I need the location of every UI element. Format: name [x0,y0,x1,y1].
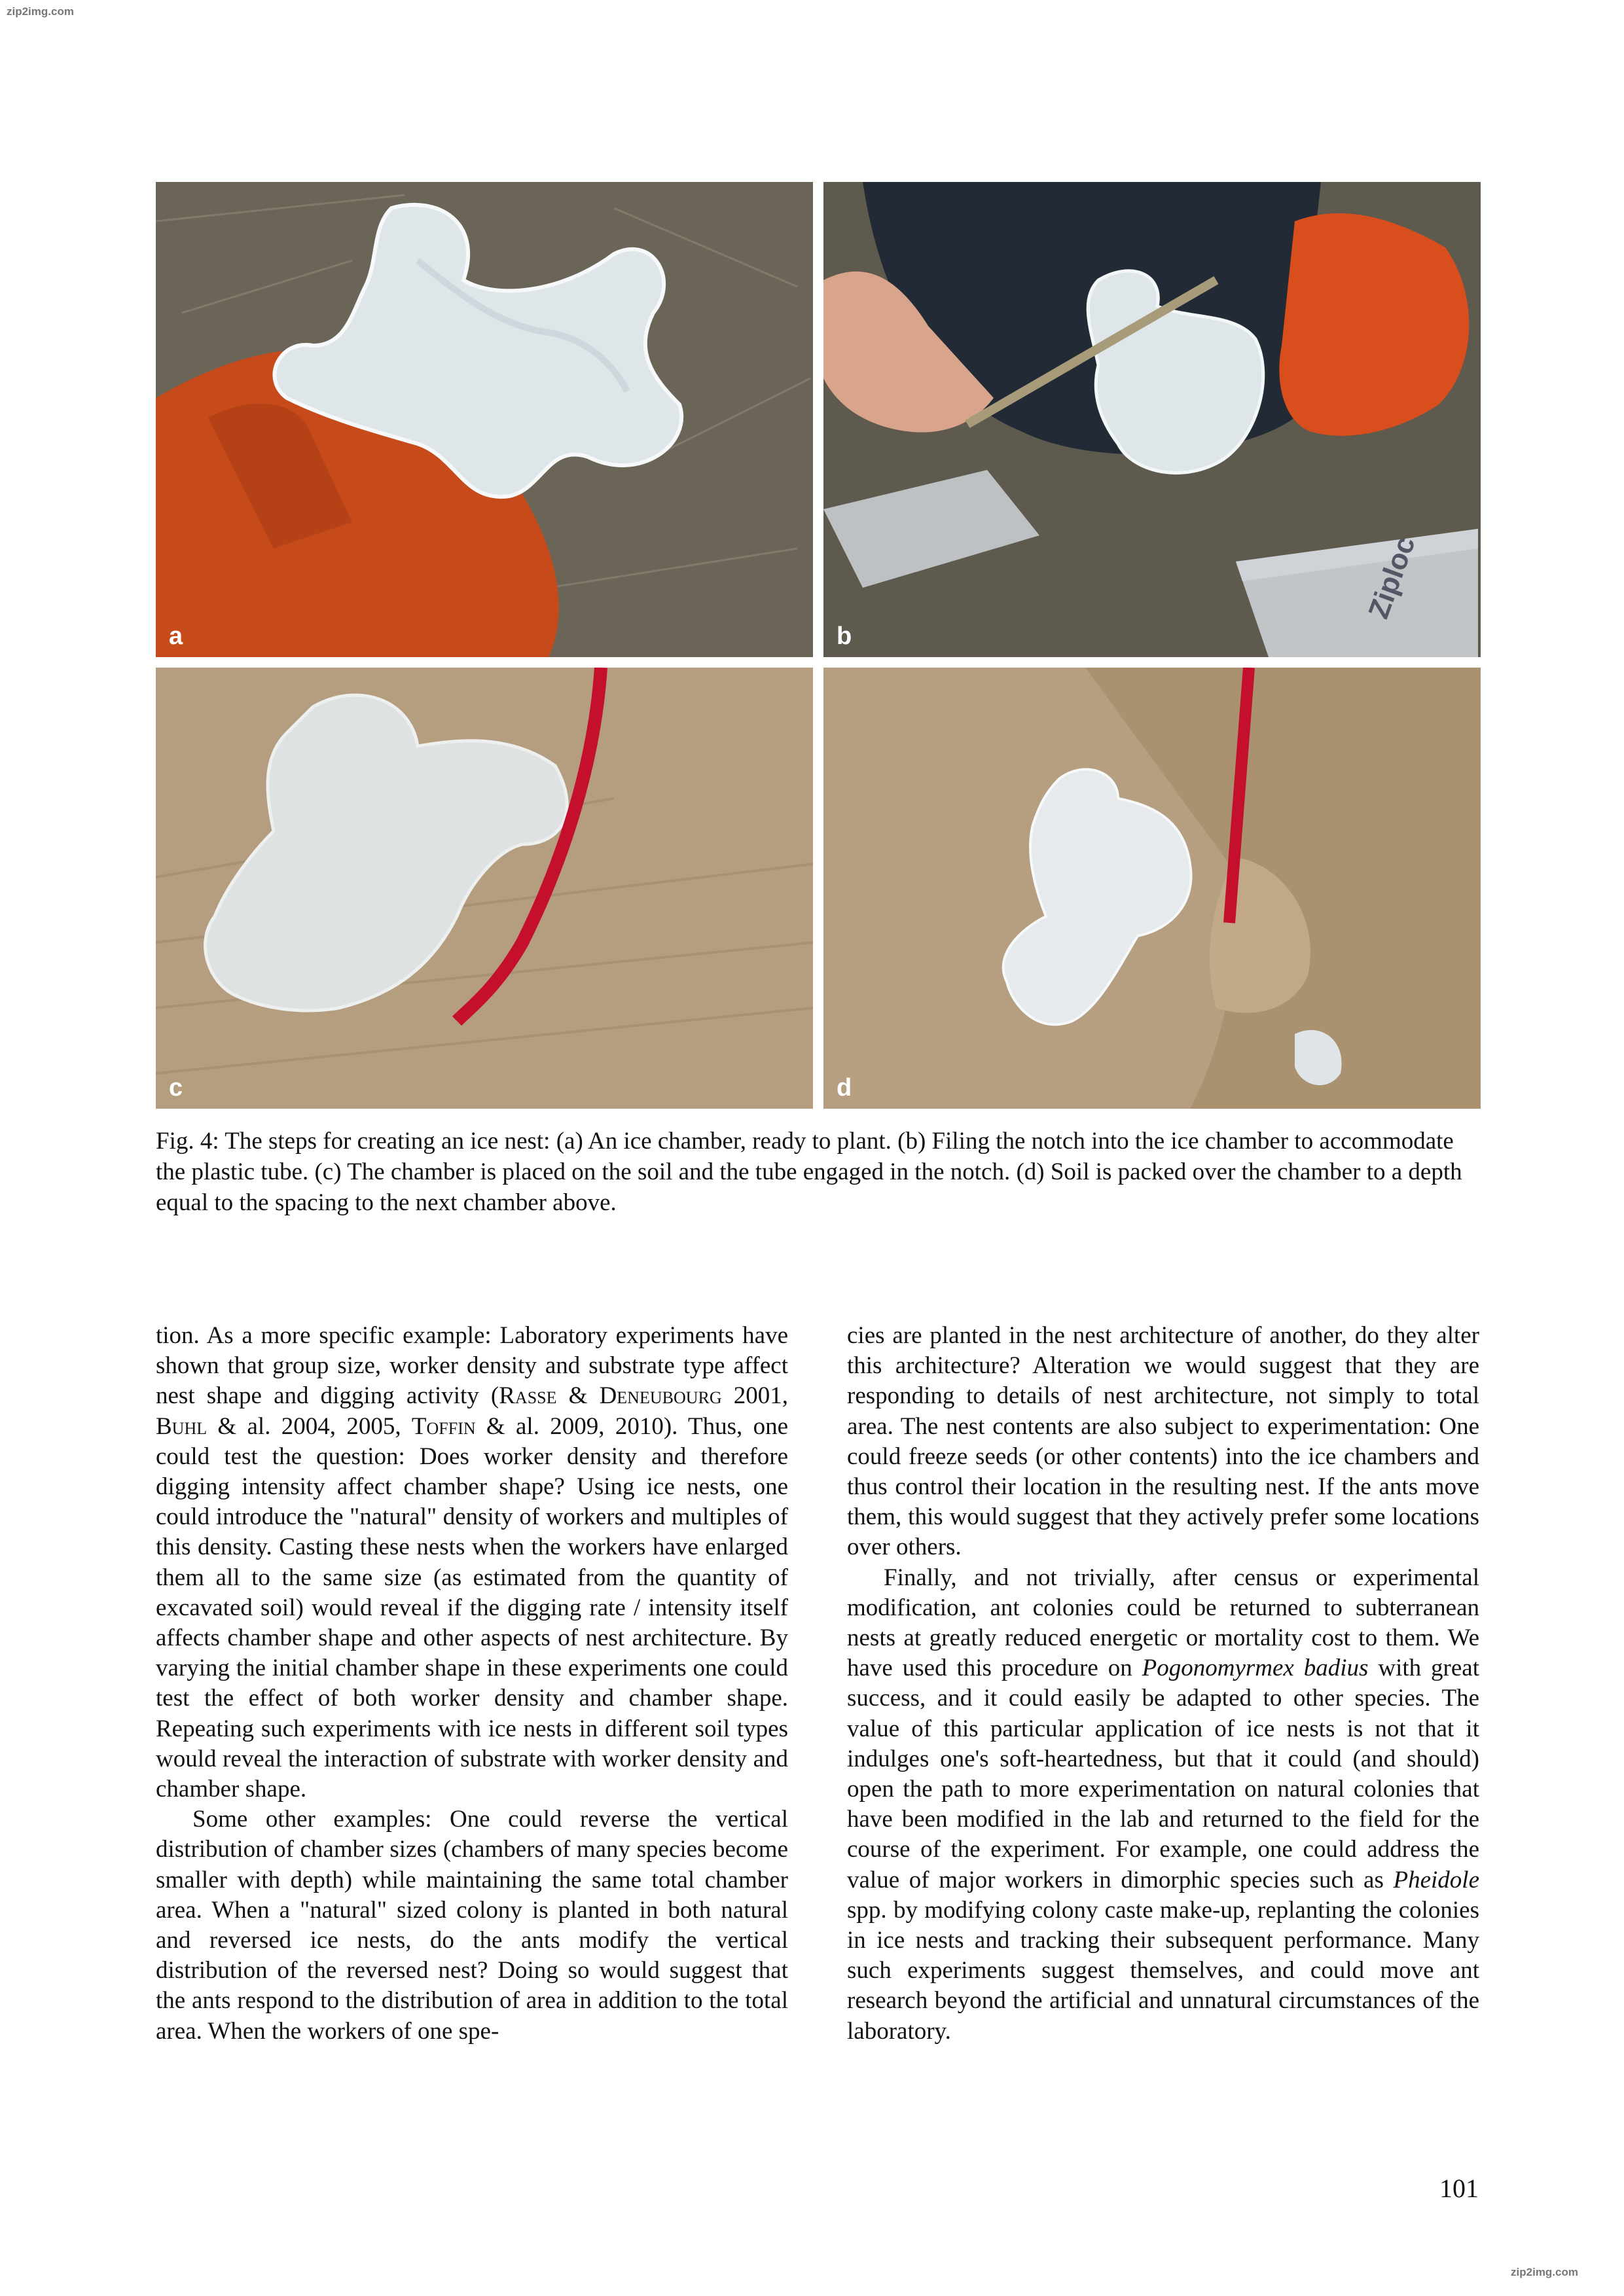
panel-b-letter: b [837,622,852,650]
text-run: Finally, and not trivially, after census or experimental modification, ant colonies could be returned to subterranean nests at greatly reduced energetic or mortality cost to them. We have used this procedure on [847,1564,1479,1682]
paragraph [847,1563,1479,2047]
author-name: Toffin [411,1412,476,1440]
text-run: spp. by modifying colony caste make-up, replanting the colonies in ice nests and tracking their subsequent performance. Many such experiments suggest themselves, and could move ant research beyond the artificial and unnatural circumstances of the laboratory. [847,1896,1479,2045]
watermark-top: zip2img.com [7,5,74,18]
panel-c-letter: c [169,1074,183,1102]
panel-a-photo [156,182,813,657]
paragraph [156,1321,788,1804]
species-name: Pheidole [1393,1866,1479,1893]
text-run: & [556,1382,600,1410]
author-name: Rasse [499,1382,557,1410]
paragraph: cies are planted in the nest architecture of another, do they alter this architecture? Alteration we would suggest that they are responding to details of nest architecture, not simply to total area. The nest contents are also subject to experimentation: One could freeze seeds (or other contents) into the ice chambers and thus control their location in the resulting nest. If the ants move them, this would suggest that they actively prefer some locations over others. [847,1322,1479,1561]
body-column-left [156,1321,788,2047]
page-number: 101 [1439,2174,1479,2203]
panel-d-letter: d [837,1074,852,1102]
text-run: tion. As a more specific example: Laboratory experiments have shown that group size, worker density and substrate type affect nest shape and digging activity ( [156,1322,788,1410]
ziploc-bag-text: Ziploc [1362,531,1422,623]
text-run: 2001, [721,1382,789,1410]
species-name: Pogonomyrmex badius [1142,1655,1369,1682]
watermark-bottom: zip2img.com [1511,2266,1578,2278]
panel-d-photo [823,668,1481,1109]
figure-panel-d [823,668,1481,1109]
figure-panel-b [823,182,1481,657]
panel-b-photo [823,182,1481,657]
author-name: Deneubourg [599,1382,722,1410]
figure-panel-c [156,668,813,1109]
figure-panel-a [156,182,813,657]
body-column-right [847,1321,1479,2047]
figure-caption: Fig. 4: The steps for creating an ice nest: (a) An ice chamber, ready to plant. (b) Filing the notch into the ice chamber to accommodate the plastic tube. (c) The chamber is placed on the soil and the tube engaged in the notch. (d) Soil is packed over the chamber to a depth equal to the spacing to the next chamber above. [156,1128,1462,1216]
text-run: & al. 2004, 2005, [207,1412,412,1440]
panel-a-letter: a [169,622,183,650]
text-run: & al. 2009, 2010). Thus, one could test the question: Does worker density and therefore digging intensity affect chamber shape? Using ice nests, one could introduce the "natural" density of workers and multiples of this density. Casting these nests when the workers have enlarged them all to the same size (as estimated from the quantity of excavated soil) would reveal if the digging rate / intensity itself affects chamber shape and other aspects of nest architecture. By varying the initial chamber shape in these experiments one could test the effect of both worker density and chamber shape. Repeating such experiments with ice nests in different soil types would reveal the interaction of substrate with worker density and chamber shape. [156,1412,789,1803]
paragraph: Some other examples: One could reverse the vertical distribution of chamber sizes (chambers of many species become smaller with depth) while maintaining the same total chamber area. When a "natural" sized colony is planted in both natural and reversed ice nests, do the ants modify the vertical distribution of the reversed nest? Doing so would suggest that the ants respond to the distribution of area in addition to the total area. When the workers of one spe- [156,1806,788,2045]
author-name: Buhl [156,1412,208,1440]
text-run: with great success, and it could easily be adapted to other species. The value of this particular application of ice nests is not that it indulges one's soft-heartedness, but that it could (and should) open the path to more experimentation on natural colonies that have been modified in the lab and returned to the field for the course of the experiment. For example, one could address the value of major workers in dimorphic species such as [847,1655,1479,1893]
panel-c-photo [156,668,813,1109]
